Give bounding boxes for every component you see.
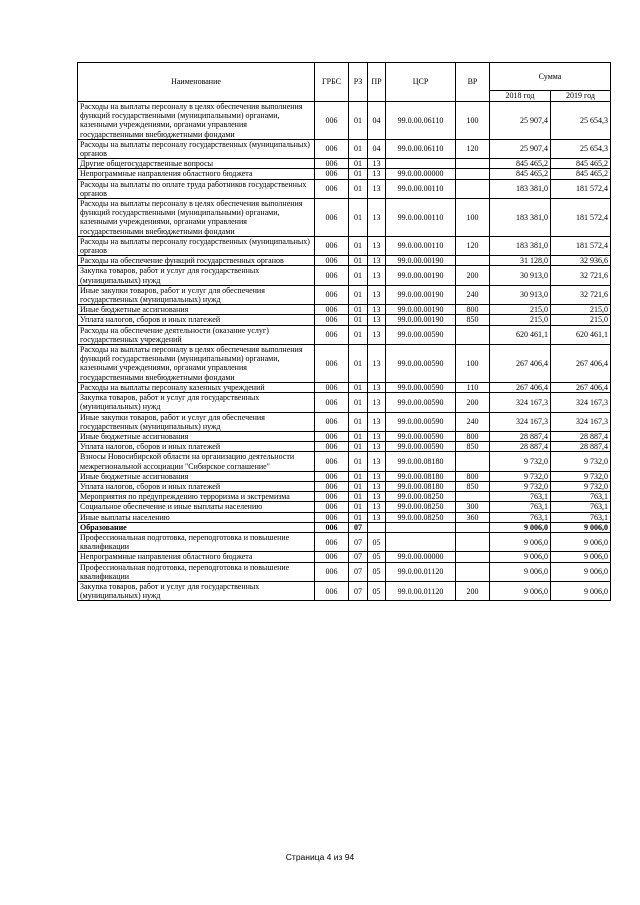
cell-sum-2018: 30 913,0 (490, 266, 551, 285)
cell-csr: 99.0.00.00590 (386, 442, 456, 452)
cell-sum-2018: 28 887,4 (490, 431, 551, 441)
cell-sum-2019: 267 406,4 (551, 382, 611, 392)
cell-grbs: 006 (315, 382, 349, 392)
cell-name: Уплата налогов, сборов и иных платежей (78, 442, 315, 452)
header-pr: ПР (368, 63, 386, 102)
cell-csr: 99.0.00.00110 (386, 179, 456, 198)
cell-sum-2018: 845 465,2 (490, 169, 551, 179)
cell-sum-2019: 32 936,6 (551, 256, 611, 266)
cell-rz: 01 (349, 431, 368, 441)
cell-rz: 01 (349, 502, 368, 512)
cell-sum-2019: 181 572,4 (551, 236, 611, 255)
cell-sum-2018: 763,1 (490, 502, 551, 512)
cell-csr: 99.0.00.06110 (386, 139, 456, 158)
header-year-2018: 2018 год (490, 91, 551, 102)
cell-pr: 13 (368, 179, 386, 198)
page-footer: Страница 4 из 94 (285, 852, 355, 862)
cell-pr: 05 (368, 581, 386, 600)
cell-rz: 01 (349, 325, 368, 344)
cell-csr: 99.0.00.00190 (386, 266, 456, 285)
cell-name: Расходы на выплаты персоналу государственных (муниципальных) органов (78, 236, 315, 255)
table-row (78, 179, 611, 198)
cell-pr: 13 (368, 315, 386, 325)
cell-pr: 13 (368, 502, 386, 512)
cell-sum-2018: 9 006,0 (490, 522, 551, 532)
cell-vr: 120 (456, 236, 490, 255)
cell-csr: 99.0.00.08250 (386, 512, 456, 522)
cell-pr: 13 (368, 305, 386, 315)
table-row (78, 552, 611, 562)
cell-pr: 13 (368, 345, 386, 383)
cell-name: Социальное обеспечение и иные выплаты населению (78, 502, 315, 512)
cell-sum-2019: 267 406,4 (551, 345, 611, 383)
table-row (78, 256, 611, 266)
cell-grbs: 006 (315, 452, 349, 471)
cell-csr: 99.0.00.00110 (386, 236, 456, 255)
cell-grbs: 006 (315, 552, 349, 562)
cell-name: Иные бюджетные ассигнования (78, 305, 315, 315)
cell-name: Расходы на выплаты персоналу в целях обеспечения выполнения функций государственными (муниципальными) органами, казенными учреждениями, органами управления государственными внебюджетными фондами (78, 102, 315, 140)
cell-name: Взносы Новосибирской области на организацию деятельности межрегиональной ассоциации "Сибирское соглашение" (78, 452, 315, 471)
header-vr: ВР (456, 63, 490, 102)
cell-sum-2018: 9 732,0 (490, 452, 551, 471)
table-row (78, 393, 611, 412)
cell-grbs: 006 (315, 159, 349, 169)
cell-pr: 04 (368, 102, 386, 140)
cell-name: Расходы на выплаты по оплате труда работников государственных органов (78, 179, 315, 198)
cell-name: Уплата налогов, сборов и иных платежей (78, 315, 315, 325)
cell-sum-2019: 9 732,0 (551, 452, 611, 471)
cell-csr: 99.0.00.00590 (386, 345, 456, 383)
cell-name: Расходы на обеспечение функций государственных органов (78, 256, 315, 266)
cell-name: Профессиональная подготовка, переподготовка и повышение квалификации (78, 562, 315, 581)
cell-csr: 99.0.00.00590 (386, 325, 456, 344)
cell-sum-2018: 267 406,4 (490, 345, 551, 383)
table-row (78, 442, 611, 452)
table-row (78, 325, 611, 344)
cell-vr: 360 (456, 512, 490, 522)
cell-rz: 01 (349, 179, 368, 198)
cell-vr (456, 159, 490, 169)
cell-vr: 120 (456, 139, 490, 158)
cell-sum-2019: 25 654,3 (551, 139, 611, 158)
cell-vr: 240 (456, 285, 490, 304)
table-row (78, 481, 611, 491)
cell-vr: 100 (456, 199, 490, 237)
cell-csr: 99.0.00.00590 (386, 382, 456, 392)
cell-vr: 850 (456, 315, 490, 325)
cell-csr: 99.0.00.06110 (386, 102, 456, 140)
table-row (78, 315, 611, 325)
cell-name: Профессиональная подготовка, переподготовка и повышение квалификации (78, 532, 315, 551)
cell-csr (386, 532, 456, 551)
table-row (78, 102, 611, 140)
cell-csr: 99.0.00.08250 (386, 502, 456, 512)
table-row (78, 512, 611, 522)
cell-rz: 01 (349, 236, 368, 255)
cell-grbs: 006 (315, 305, 349, 315)
cell-sum-2019: 28 887,4 (551, 431, 611, 441)
cell-csr: 99.0.00.00110 (386, 199, 456, 237)
cell-sum-2018: 763,1 (490, 492, 551, 502)
cell-vr: 200 (456, 393, 490, 412)
table-row (78, 305, 611, 315)
table-row (78, 562, 611, 581)
cell-csr: 99.0.00.00000 (386, 169, 456, 179)
cell-pr: 13 (368, 256, 386, 266)
cell-pr: 04 (368, 139, 386, 158)
cell-sum-2018: 183 381,0 (490, 199, 551, 237)
cell-grbs: 006 (315, 581, 349, 600)
cell-rz: 01 (349, 315, 368, 325)
cell-sum-2018: 324 167,3 (490, 393, 551, 412)
cell-sum-2018: 215,0 (490, 305, 551, 315)
cell-sum-2018: 31 128,0 (490, 256, 551, 266)
cell-csr: 99.0.00.00000 (386, 552, 456, 562)
cell-csr: 99.0.00.08250 (386, 492, 456, 502)
cell-rz: 01 (349, 345, 368, 383)
cell-pr: 13 (368, 159, 386, 169)
cell-sum-2019: 9 006,0 (551, 581, 611, 600)
cell-rz: 01 (349, 471, 368, 481)
table-row (78, 452, 611, 471)
cell-pr: 13 (368, 199, 386, 237)
cell-sum-2019: 9 006,0 (551, 532, 611, 551)
cell-grbs: 006 (315, 481, 349, 491)
cell-sum-2019: 9 006,0 (551, 562, 611, 581)
cell-sum-2019: 9 732,0 (551, 481, 611, 491)
cell-pr: 13 (368, 266, 386, 285)
cell-grbs: 006 (315, 236, 349, 255)
cell-sum-2018: 9 006,0 (490, 552, 551, 562)
cell-pr: 13 (368, 393, 386, 412)
cell-rz: 01 (349, 256, 368, 266)
cell-sum-2019: 32 721,6 (551, 285, 611, 304)
cell-name: Закупка товаров, работ и услуг для государственных (муниципальных) нужд (78, 266, 315, 285)
cell-sum-2019: 620 461,1 (551, 325, 611, 344)
header-year-2019: 2019 год (551, 91, 611, 102)
cell-name: Расходы на выплаты персоналу государственных (муниципальных) органов (78, 139, 315, 158)
cell-rz: 01 (349, 492, 368, 502)
table-header (78, 63, 611, 102)
cell-name: Мероприятия по предупреждению терроризма и экстремизма (78, 492, 315, 502)
cell-grbs: 006 (315, 315, 349, 325)
cell-sum-2019: 9 006,0 (551, 522, 611, 532)
cell-sum-2018: 183 381,0 (490, 236, 551, 255)
cell-sum-2018: 30 913,0 (490, 285, 551, 304)
cell-sum-2019: 215,0 (551, 305, 611, 315)
cell-rz: 01 (349, 382, 368, 392)
cell-sum-2018: 763,1 (490, 512, 551, 522)
cell-name: Иные бюджетные ассигнования (78, 471, 315, 481)
cell-pr: 13 (368, 452, 386, 471)
cell-grbs: 006 (315, 431, 349, 441)
cell-vr: 300 (456, 502, 490, 512)
cell-pr: 13 (368, 471, 386, 481)
header-grbs: ГРБС (315, 63, 349, 102)
cell-name: Иные закупки товаров, работ и услуг для обеспечения государственных (муниципальных) нужд (78, 285, 315, 304)
cell-pr: 05 (368, 552, 386, 562)
cell-name: Иные бюджетные ассигнования (78, 431, 315, 441)
cell-grbs: 006 (315, 442, 349, 452)
cell-rz: 01 (349, 305, 368, 315)
cell-sum-2019: 9 732,0 (551, 471, 611, 481)
cell-rz: 01 (349, 266, 368, 285)
cell-name: Расходы на выплаты персоналу в целях обеспечения выполнения функций государственными (муниципальными) органами, казенными учреждениями, органами управления государственными внебюджетными фондами (78, 199, 315, 237)
cell-vr (456, 532, 490, 551)
header-rz: РЗ (349, 63, 368, 102)
cell-grbs: 006 (315, 266, 349, 285)
cell-vr (456, 552, 490, 562)
cell-rz: 07 (349, 522, 368, 532)
cell-rz: 01 (349, 442, 368, 452)
cell-grbs: 006 (315, 412, 349, 431)
cell-pr: 05 (368, 532, 386, 551)
header-sum: Сумма (490, 63, 611, 91)
cell-csr: 99.0.00.00190 (386, 256, 456, 266)
cell-name: Иные выплаты населению (78, 512, 315, 522)
table-row (78, 285, 611, 304)
cell-csr: 99.0.00.00190 (386, 305, 456, 315)
table-row (78, 199, 611, 237)
cell-rz: 01 (349, 159, 368, 169)
table-row (78, 139, 611, 158)
cell-pr: 13 (368, 285, 386, 304)
cell-name: Уплата налогов, сборов и иных платежей (78, 481, 315, 491)
cell-sum-2018: 215,0 (490, 315, 551, 325)
cell-rz: 07 (349, 532, 368, 551)
table-row (78, 159, 611, 169)
cell-pr (368, 522, 386, 532)
cell-rz: 01 (349, 393, 368, 412)
table-row (78, 522, 611, 532)
cell-name: Образование (78, 522, 315, 532)
cell-rz: 01 (349, 169, 368, 179)
cell-rz: 07 (349, 562, 368, 581)
cell-grbs: 006 (315, 522, 349, 532)
cell-name: Закупка товаров, работ и услуг для государственных (муниципальных) нужд (78, 393, 315, 412)
cell-name: Иные закупки товаров, работ и услуг для обеспечения государственных (муниципальных) нужд (78, 412, 315, 431)
cell-vr: 100 (456, 345, 490, 383)
cell-sum-2019: 25 654,3 (551, 102, 611, 140)
cell-grbs: 006 (315, 345, 349, 383)
cell-vr (456, 452, 490, 471)
cell-sum-2018: 9 006,0 (490, 581, 551, 600)
cell-pr: 13 (368, 431, 386, 441)
table-row (78, 266, 611, 285)
cell-sum-2019: 324 167,3 (551, 393, 611, 412)
cell-sum-2019: 181 572,4 (551, 179, 611, 198)
cell-vr: 800 (456, 431, 490, 441)
table-body (78, 102, 611, 601)
cell-name: Расходы на выплаты персоналу казенных учреждений (78, 382, 315, 392)
cell-grbs: 006 (315, 179, 349, 198)
cell-grbs: 006 (315, 199, 349, 237)
cell-sum-2018: 267 406,4 (490, 382, 551, 392)
cell-vr: 200 (456, 581, 490, 600)
cell-sum-2019: 763,1 (551, 502, 611, 512)
cell-pr: 13 (368, 492, 386, 502)
cell-sum-2019: 845 465,2 (551, 159, 611, 169)
cell-csr (386, 522, 456, 532)
cell-sum-2018: 845 465,2 (490, 159, 551, 169)
cell-sum-2018: 9 006,0 (490, 562, 551, 581)
cell-csr: 99.0.00.00190 (386, 315, 456, 325)
cell-rz: 01 (349, 512, 368, 522)
cell-sum-2018: 9 006,0 (490, 532, 551, 551)
cell-sum-2018: 9 732,0 (490, 481, 551, 491)
cell-vr: 800 (456, 471, 490, 481)
header-csr: ЦСР (386, 63, 456, 102)
cell-grbs: 006 (315, 532, 349, 551)
cell-vr: 100 (456, 102, 490, 140)
cell-rz: 01 (349, 139, 368, 158)
cell-vr: 200 (456, 266, 490, 285)
cell-vr (456, 522, 490, 532)
cell-pr: 13 (368, 236, 386, 255)
table-row (78, 492, 611, 502)
cell-csr: 99.0.00.00590 (386, 393, 456, 412)
cell-rz: 07 (349, 552, 368, 562)
table-row (78, 382, 611, 392)
cell-vr (456, 325, 490, 344)
cell-pr: 13 (368, 325, 386, 344)
cell-sum-2019: 845 465,2 (551, 169, 611, 179)
cell-vr: 850 (456, 481, 490, 491)
cell-rz: 01 (349, 102, 368, 140)
header-name: Наименование (78, 63, 315, 102)
cell-csr: 99.0.00.00590 (386, 412, 456, 431)
cell-rz: 01 (349, 452, 368, 471)
cell-sum-2019: 181 572,4 (551, 199, 611, 237)
cell-grbs: 006 (315, 393, 349, 412)
cell-sum-2019: 28 887,4 (551, 442, 611, 452)
cell-rz: 01 (349, 481, 368, 491)
cell-grbs: 006 (315, 102, 349, 140)
cell-sum-2018: 324 167,3 (490, 412, 551, 431)
cell-grbs: 006 (315, 562, 349, 581)
cell-name: Другие общегосударственные вопросы (78, 159, 315, 169)
cell-sum-2019: 763,1 (551, 492, 611, 502)
cell-rz: 01 (349, 199, 368, 237)
cell-grbs: 006 (315, 471, 349, 481)
cell-vr (456, 562, 490, 581)
cell-grbs: 006 (315, 169, 349, 179)
table-row (78, 431, 611, 441)
cell-sum-2019: 215,0 (551, 315, 611, 325)
cell-vr (456, 492, 490, 502)
cell-rz: 07 (349, 581, 368, 600)
cell-grbs: 006 (315, 139, 349, 158)
cell-csr: 99.0.00.08180 (386, 452, 456, 471)
cell-csr (386, 159, 456, 169)
cell-pr: 05 (368, 562, 386, 581)
table-row (78, 532, 611, 551)
cell-csr: 99.0.00.01120 (386, 581, 456, 600)
cell-sum-2018: 25 907,4 (490, 102, 551, 140)
cell-grbs: 006 (315, 512, 349, 522)
cell-vr (456, 179, 490, 198)
cell-grbs: 006 (315, 256, 349, 266)
cell-pr: 13 (368, 412, 386, 431)
cell-vr (456, 256, 490, 266)
cell-pr: 13 (368, 442, 386, 452)
cell-csr: 99.0.00.08180 (386, 471, 456, 481)
cell-sum-2018: 620 461,1 (490, 325, 551, 344)
cell-rz: 01 (349, 412, 368, 431)
cell-csr: 99.0.00.00590 (386, 431, 456, 441)
cell-vr: 800 (456, 305, 490, 315)
cell-sum-2019: 763,1 (551, 512, 611, 522)
cell-vr: 110 (456, 382, 490, 392)
cell-name: Расходы на выплаты персоналу в целях обеспечения выполнения функций государственными (муниципальными) органами, казенными учреждениями, органами управления государственными внебюджетными фондами (78, 345, 315, 383)
cell-grbs: 006 (315, 285, 349, 304)
cell-sum-2018: 183 381,0 (490, 179, 551, 198)
table-row (78, 502, 611, 512)
cell-grbs: 006 (315, 492, 349, 502)
cell-name: Расходы на обеспечение деятельности (оказание услуг) государственных учреждений (78, 325, 315, 344)
cell-rz: 01 (349, 285, 368, 304)
cell-vr: 240 (456, 412, 490, 431)
cell-sum-2018: 9 732,0 (490, 471, 551, 481)
cell-sum-2018: 28 887,4 (490, 442, 551, 452)
cell-pr: 13 (368, 169, 386, 179)
table-row (78, 412, 611, 431)
cell-pr: 13 (368, 481, 386, 491)
cell-sum-2019: 324 167,3 (551, 412, 611, 431)
cell-sum-2018: 25 907,4 (490, 139, 551, 158)
cell-csr: 99.0.00.00190 (386, 285, 456, 304)
table-row (78, 236, 611, 255)
cell-name: Непрограммные направления областного бюджета (78, 552, 315, 562)
table-row (78, 345, 611, 383)
budget-table (77, 62, 611, 601)
cell-grbs: 006 (315, 502, 349, 512)
cell-name: Закупка товаров, работ и услуг для государственных (муниципальных) нужд (78, 581, 315, 600)
cell-pr: 13 (368, 382, 386, 392)
cell-csr: 99.0.00.08180 (386, 481, 456, 491)
table-row (78, 471, 611, 481)
cell-vr: 850 (456, 442, 490, 452)
cell-vr (456, 169, 490, 179)
table-row (78, 581, 611, 600)
cell-grbs: 006 (315, 325, 349, 344)
cell-pr: 13 (368, 512, 386, 522)
cell-sum-2019: 9 006,0 (551, 552, 611, 562)
cell-sum-2019: 32 721,6 (551, 266, 611, 285)
table-row (78, 169, 611, 179)
cell-name: Непрограммные направления областного бюджета (78, 169, 315, 179)
cell-csr: 99.0.00.01120 (386, 562, 456, 581)
